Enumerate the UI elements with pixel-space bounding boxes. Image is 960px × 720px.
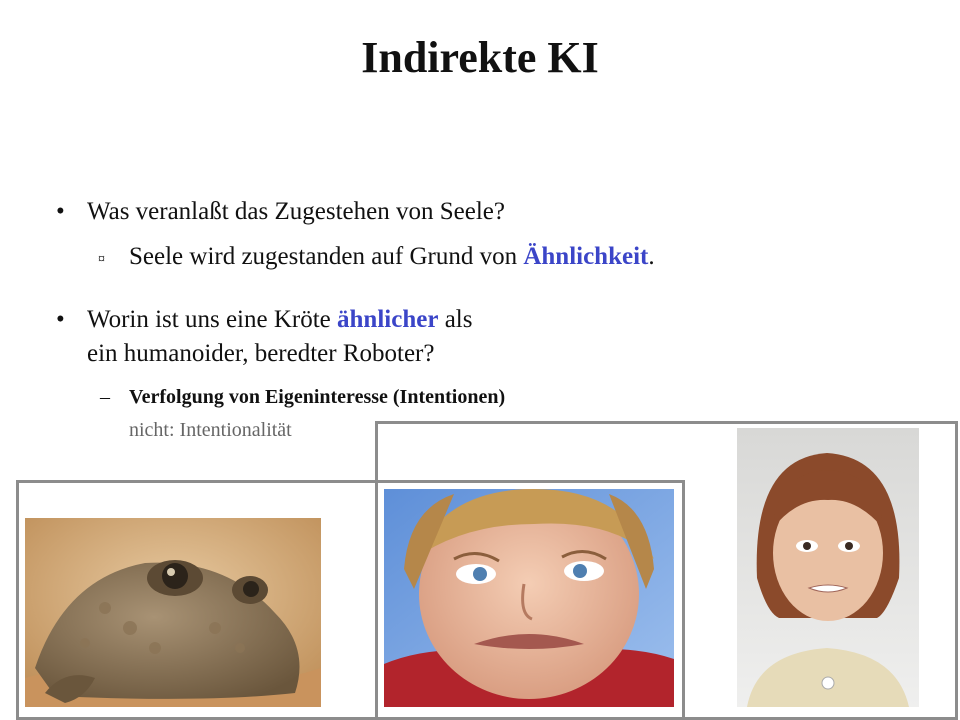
- sub-bullet-1-pre: Seele wird zugestanden auf Grund von: [129, 243, 524, 270]
- toad-image: [25, 518, 321, 707]
- dash-mark: –: [100, 386, 110, 408]
- dash-item-text: Verfolgung von Eigeninteresse (Intentionen): [129, 386, 506, 408]
- sub-bullet-1-text: [129, 241, 655, 273]
- toad-photo: [25, 518, 321, 707]
- sub-bullet-square: ¤: [98, 252, 105, 267]
- bullet-2-accent: ähnlicher: [337, 306, 439, 333]
- woman-grimace-image: [384, 489, 674, 707]
- bullet-1-text: Was veranlaßt das Zugestehen von Seele?: [87, 198, 505, 225]
- bullet-dot: •: [56, 198, 65, 225]
- bullet-2-line-2: ein humanoider, beredter Roboter?: [87, 340, 435, 367]
- sub-bullet-1-accent: Ähnlichkeit: [523, 243, 649, 270]
- humanoid-robot-image: [737, 428, 919, 707]
- dash-item-note: nicht: Intentionalität: [129, 419, 292, 441]
- humanoid-robot-photo: [737, 428, 919, 707]
- woman-grimace-photo: [384, 489, 674, 707]
- bullet-2-line-1: [87, 304, 472, 336]
- bullet-2-pre: Worin ist uns eine Kröte: [87, 306, 338, 333]
- bullet-dot: •: [56, 306, 65, 333]
- sub-bullet-1-post: .: [648, 243, 655, 270]
- slide-title: Indirekte KI: [361, 33, 599, 82]
- bullet-2-post: als: [438, 306, 473, 333]
